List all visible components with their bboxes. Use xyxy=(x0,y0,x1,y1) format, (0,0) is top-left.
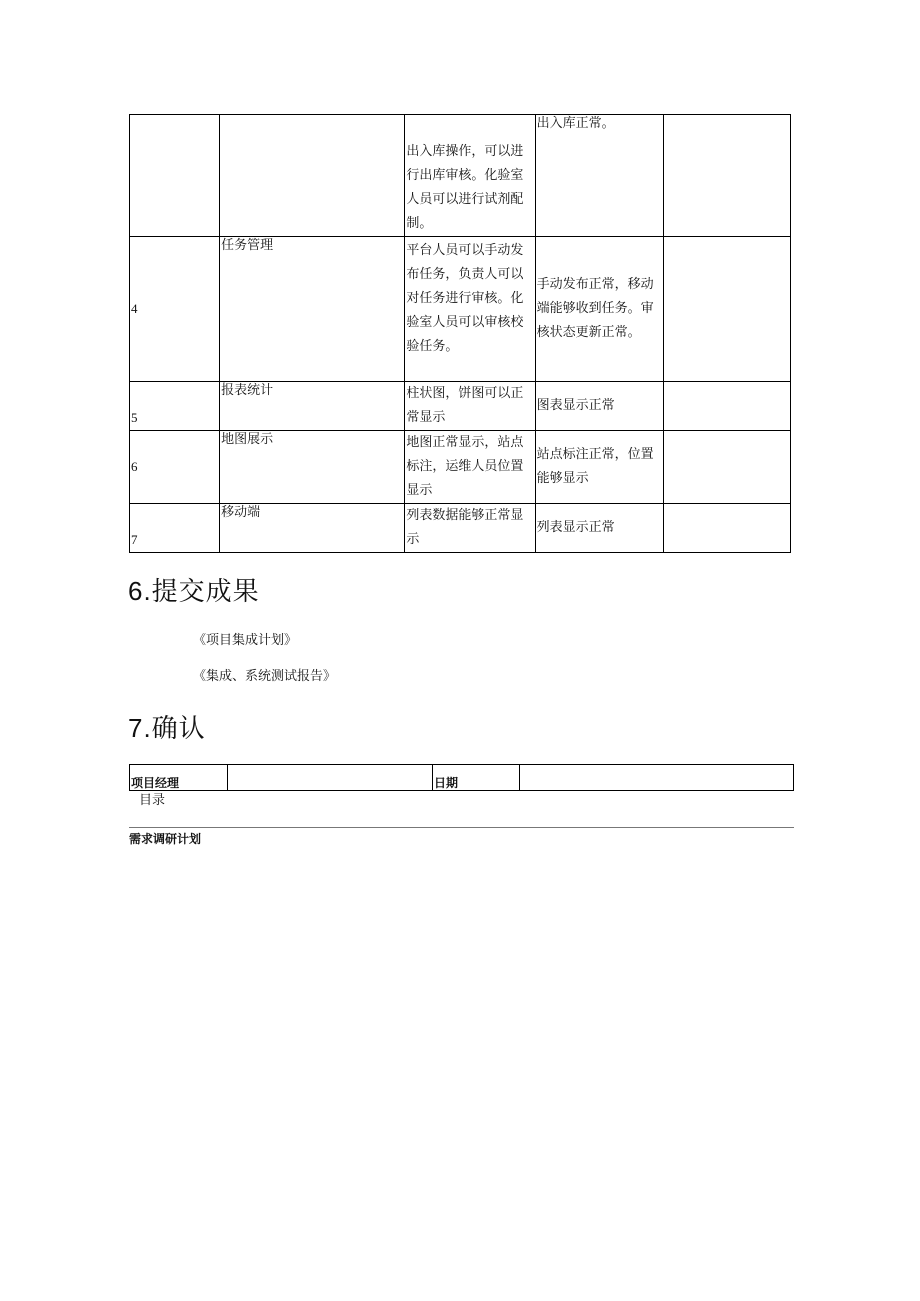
row-remark xyxy=(663,382,790,431)
project-manager-value xyxy=(228,765,433,791)
row-remark xyxy=(663,504,790,553)
date-label: 日期 xyxy=(433,765,520,791)
row-remark xyxy=(663,431,790,504)
row-steps: 地图正常显示，站点标注，运维人员位置显示 xyxy=(405,431,535,504)
row-expected: 出入库正常。 xyxy=(535,115,663,237)
test-case-table xyxy=(129,114,791,553)
row-expected: 图表显示正常 xyxy=(535,382,663,431)
row-module: 移动端 xyxy=(220,504,405,553)
row-steps: 平台人员可以手动发布任务，负责人可以对任务进行审核。化验室人员可以审核校验任务。 xyxy=(405,237,535,382)
row-module: 地图展示 xyxy=(220,431,405,504)
row-index: 7 xyxy=(130,504,220,553)
table-row xyxy=(130,431,791,504)
row-expected: 站点标注正常，位置能够显示 xyxy=(535,431,663,504)
row-index: 5 xyxy=(130,382,220,431)
table-row xyxy=(130,382,791,431)
row-index: 4 xyxy=(130,237,220,382)
row-steps: 出入库操作，可以进行出库审核。化验室人员可以进行试剂配制。 xyxy=(405,115,535,237)
row-module: 报表统计 xyxy=(220,382,405,431)
table-row xyxy=(130,504,791,553)
date-value xyxy=(520,765,794,791)
confirmation-table xyxy=(129,764,794,791)
row-steps: 列表数据能够正常显示 xyxy=(405,504,535,553)
row-expected: 手动发布正常，移动端能够收到任务。审核状态更新正常。 xyxy=(535,237,663,382)
row-expected: 列表显示正常 xyxy=(535,504,663,553)
row-index xyxy=(130,115,220,237)
section-heading-confirmation: 7.确认 xyxy=(128,713,206,743)
deliverable-item: 《集成、系统测试报告》 xyxy=(193,669,337,684)
divider xyxy=(129,827,794,828)
section-heading-deliverables: 6.提交成果 xyxy=(128,576,260,606)
row-remark xyxy=(663,115,790,237)
table-row xyxy=(130,237,791,382)
toc-entry[interactable]: 需求调研计划 xyxy=(129,832,202,846)
row-index: 6 xyxy=(130,431,220,504)
project-manager-label: 项目经理 xyxy=(130,765,228,791)
row-module: 任务管理 xyxy=(220,237,405,382)
row-module xyxy=(220,115,405,237)
table-row xyxy=(130,115,791,237)
row-steps: 柱状图，饼图可以正常显示 xyxy=(405,382,535,431)
deliverable-item: 《项目集成计划》 xyxy=(193,633,298,648)
row-remark xyxy=(663,237,790,382)
toc-title: 目录 xyxy=(139,793,166,808)
